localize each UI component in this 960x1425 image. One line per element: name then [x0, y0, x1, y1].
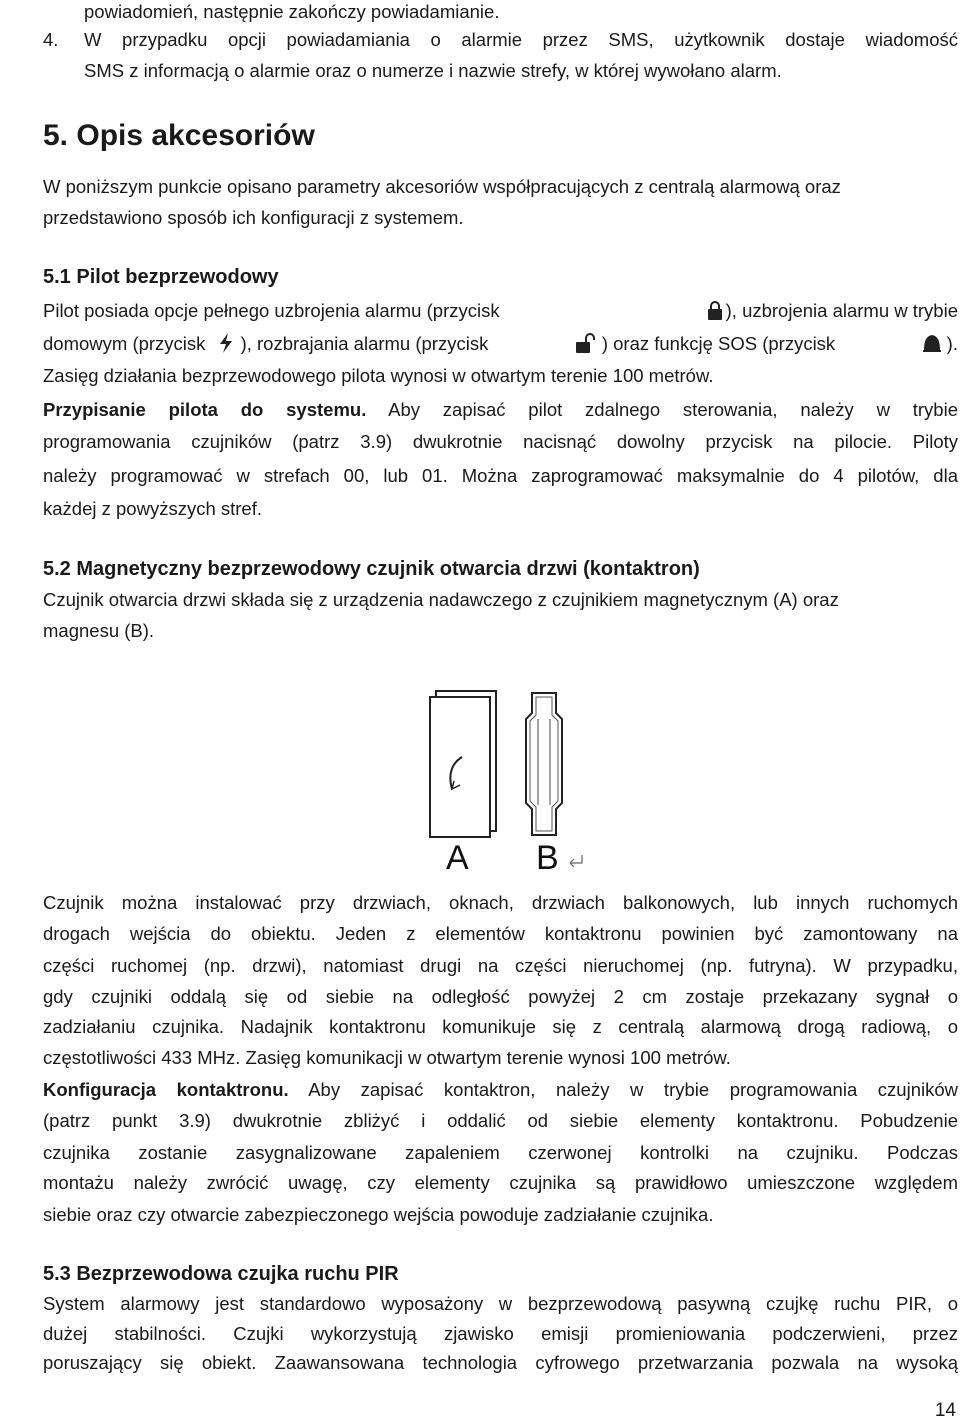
figure-label-b: B [536, 839, 559, 875]
paragraph-line: gdy czujniki oddalą się od siebie na odległość powyżej 2 cm zostaje przekazany sygnał o [43, 986, 958, 1007]
paragraph-line [43, 332, 958, 356]
subsection-heading: 5.2 Magnetyczny bezprzewodowy czujnik otwarcia drzwi (kontaktron) [43, 558, 700, 580]
paragraph-line: Czujnik można instalować przy drzwiach, oknach, drzwiach balkonowych, lub innych ruchomych [43, 892, 958, 913]
text-segment [921, 332, 958, 356]
figure-label-a: A [446, 839, 469, 875]
paragraph-line [43, 1078, 958, 1102]
text-segment: Pilot posiada opcje pełnego uzbrojenia alarmu (przycisk [43, 300, 500, 321]
paragraph-line: (patrz punkt 3.9) dwukrotnie zbliżyć i oddalić od siebie elementy kontaktronu. Pobudzenie [43, 1110, 958, 1131]
paragraph-line: System alarmowy jest standardowo wyposażony w bezprzewodową pasywną czujkę ruchu PIR, o [43, 1293, 958, 1314]
bold-label: Konfiguracja kontaktronu. [43, 1079, 289, 1100]
text-segment: ), uzbrojenia alarmu w trybie [725, 300, 958, 321]
page-number: 14 [934, 1400, 956, 1421]
unlock-icon [574, 332, 596, 354]
intro-line: powiadomień, następnie zakończy powiadamianie. [84, 1, 500, 22]
button-icon-group [704, 299, 958, 323]
paragraph-line: należy programować w strefach 00, lub 01. Można zaprogramować maksymalnie do 4 pilotów, dla [43, 465, 958, 486]
text-segment: ). [946, 333, 958, 354]
bold-label: Przypisanie pilota do systemu. [43, 399, 367, 420]
paragraph-line: montażu należy zwrócić uwagę, czy elementy czujnika są prawidłowo umieszczone względem [43, 1172, 958, 1193]
text-segment: Aby zapisać kontaktron, należy w trybie programowania czujników [288, 1079, 958, 1100]
paragraph-line: każdej z powyższych stref. [43, 498, 262, 519]
paragraph-line: drogach wejścia do obiektu. Jeden z elementów kontaktronu powinien być zamontowany na [43, 923, 958, 944]
paragraph-line: przedstawiono sposób ich konfiguracji z systemem. [43, 207, 464, 228]
paragraph-line: Czujnik otwarcia drzwi składa się z urządzenia nadawczego z czujnikiem magnetycznym (A) oraz [43, 589, 839, 610]
section-heading: 5. Opis akcesoriów [43, 119, 315, 152]
paragraph-line: programowania czujników (patrz 3.9) dwukrotnie nacisnąć dowolny przycisk na pilocie. Piloty [43, 431, 958, 452]
text-segment: ) oraz funkcję SOS (przycisk [601, 333, 836, 354]
paragraph-line: czujnika zostanie zasygnalizowane zapaleniem czerwonej kontrolki na czujniku. Podczas [43, 1142, 958, 1163]
list-number: 4. [43, 29, 59, 50]
paragraph-line: magnesu (B). [43, 620, 155, 641]
paragraph-line: częstotliwości 433 MHz. Zasięg komunikacji w otwartym terenie wynosi 100 metrów. [43, 1047, 731, 1068]
text-segment [43, 332, 488, 356]
text-segment: domowym (przycisk [43, 333, 206, 354]
magnet-drawing [526, 693, 562, 835]
paragraph-line [43, 299, 958, 323]
alarm-bell-icon [921, 332, 943, 354]
paragraph-line: zadziałaniu czujnika. Nadajnik kontaktronu komunikuje się z centralą alarmową drogą radiową, o [43, 1016, 958, 1037]
transmitter-drawing [430, 691, 496, 837]
paragraph-line: dużej stabilności. Czujki wykorzystują zjawisko emisji promieniowania podczerwieni, przez [43, 1323, 958, 1344]
subsection-heading: 5.3 Bezprzewodowa czujka ruchu PIR [43, 1263, 399, 1285]
list-item-text: W przypadku opcji powiadamiania o alarmie przez SMS, użytkownik dostaje wiadomość [84, 29, 958, 50]
paragraph-line: siebie oraz czy otwarcie zabezpieczonego wejścia powoduje zadziałanie czujnika. [43, 1204, 714, 1225]
list-item-text: SMS z informacją o alarmie oraz o numerze i nazwie strefy, w której wywołano alarm. [84, 60, 782, 81]
paragraph-line: części ruchomej (np. drzwi), natomiast drugi na części nieruchomej (np. futryna). W przypadku, [43, 955, 958, 976]
text-segment: Aby zapisać pilot zdalnego sterowania, należy w trybie [366, 399, 958, 420]
return-mark-icon [570, 855, 582, 867]
contact-sensor-figure [410, 685, 600, 875]
lock-icon [704, 299, 726, 321]
lightning-icon [215, 332, 237, 354]
text-segment [574, 332, 835, 356]
paragraph-line: W poniższym punkcie opisano parametry akcesoriów współpracujących z centralą alarmową oraz [43, 176, 841, 197]
paragraph-line: Zasięg działania bezprzewodowego pilota wynosi w otwartym terenie 100 metrów. [43, 365, 714, 386]
text-segment: ), rozbrajania alarmu (przycisk [240, 333, 489, 354]
paragraph-line [43, 398, 958, 422]
paragraph-line: poruszający się obiekt. Zaawansowana technologia cyfrowego przetwarzania pozwala na wysoką [43, 1352, 958, 1373]
subsection-heading: 5.1 Pilot bezprzewodowy [43, 266, 279, 288]
